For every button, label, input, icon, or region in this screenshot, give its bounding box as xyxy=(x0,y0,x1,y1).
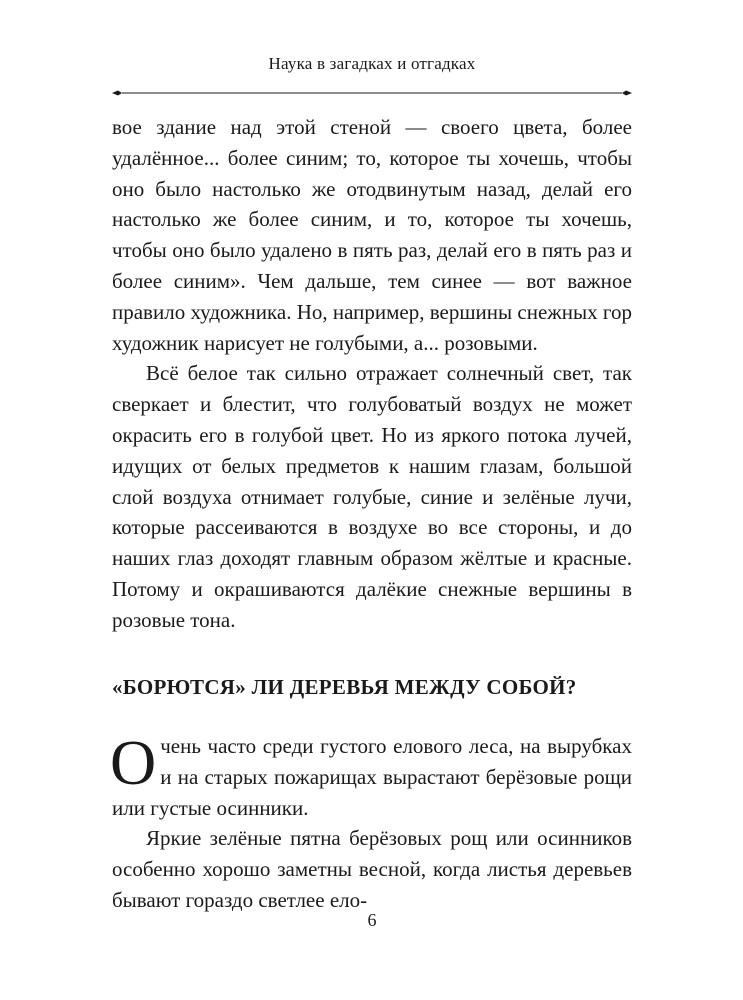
section-heading: «БОРЮТСЯ» ЛИ ДЕРЕВЬЯ МЕЖДУ СОБОЙ? xyxy=(112,675,577,699)
header-rule-ornament xyxy=(112,88,632,98)
paragraph: Всё белое так сильно отражает солнечный свет, так сверкает и блестит, что голубоватый воздух не может окрасить его в голубой цвет. Но из яркого потока лучей, идущих от белых предметов к нашим глазам, большой слой воздуха отнимает голубые, синие и зелёные лучи, которые рассеиваются в воздухе во все стороны, и до наших глаз доходят главным образом жёлтые и красные. Потому и окрашиваются далёкие снежные вершины в розовые тона. xyxy=(112,361,632,632)
paragraph: Яркие зелёные пятна берёзовых рощ или осинников особенно хорошо заметны весной, когда листья деревьев бывают гораздо светлее ело- xyxy=(112,826,632,912)
paragraph-text: чень часто среди густого елового леса, на вырубках и на старых пожарищах вырастают берёзовые рощи или густые осинники. xyxy=(112,734,632,820)
body-text-section-2 xyxy=(110,727,632,916)
page-number: 6 xyxy=(367,910,377,930)
running-head: Наука в загадках и отгадках xyxy=(268,54,476,73)
paragraph-with-dropcap xyxy=(110,727,632,823)
drop-cap: О xyxy=(110,727,157,798)
paragraph-continuation: вое здание над этой стеной — своего цвета, более удалённое... более синим; то, которое ты хочешь, чтобы оно было настолько же отодвинутым назад, делай его настолько же более синим, и то, которое ты хочешь, чтобы оно было удалено в пять раз, делай его в пять раз и более синим». Чем дальше, тем синее — вот важное правило художника. Но, например, вершины снежных гор художник нарисует не голубыми, а... розовыми. xyxy=(112,115,632,355)
body-text-section-1 xyxy=(112,112,632,636)
